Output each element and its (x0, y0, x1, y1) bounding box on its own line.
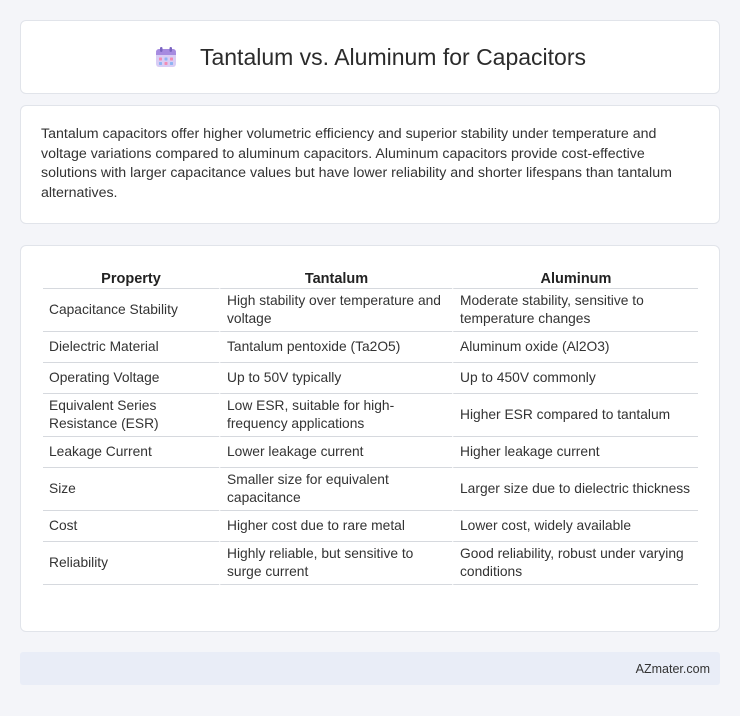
tantalum-cell: Low ESR, suitable for high-frequency applications (219, 394, 452, 437)
summary-card (20, 105, 720, 224)
property-cell: Capacitance Stability (43, 289, 219, 332)
property-cell: Cost (43, 511, 219, 542)
summary-text: Tantalum capacitors offer higher volumetric efficiency and superior stability under temperature and voltage variations compared to aluminum capacitors. Aluminum capacitors provide cost-effective solutions with larger capacitance values but have lower reliability and shorter lifespans than tantalum alternatives. (41, 126, 672, 201)
aluminum-cell: Moderate stability, sensitive to temperature changes (452, 289, 698, 332)
tantalum-cell: Smaller size for equivalent capacitance (219, 468, 452, 511)
page-title: Tantalum vs. Aluminum for Capacitors (199, 43, 587, 70)
aluminum-cell: Good reliability, robust under varying conditions (452, 542, 698, 585)
calendar-icon (154, 45, 178, 69)
tantalum-cell: Up to 50V typically (219, 363, 452, 394)
aluminum-cell: Higher ESR compared to tantalum (452, 394, 698, 437)
footer-bar (20, 652, 720, 685)
property-cell: Operating Voltage (43, 363, 219, 394)
column-header-aluminum: Aluminum (452, 266, 698, 289)
table-row (43, 468, 698, 511)
table-header-row (43, 266, 698, 289)
column-header-property: Property (43, 266, 219, 289)
property-cell: Reliability (43, 542, 219, 585)
tantalum-cell: Higher cost due to rare metal (219, 511, 452, 542)
title-card (20, 20, 720, 94)
aluminum-cell: Up to 450V commonly (452, 363, 698, 394)
property-cell: Dielectric Material (43, 332, 219, 363)
tantalum-cell: Lower leakage current (219, 437, 452, 468)
tantalum-cell: Tantalum pentoxide (Ta2O5) (219, 332, 452, 363)
table-row (43, 511, 698, 542)
property-cell: Size (43, 468, 219, 511)
table-row (43, 437, 698, 468)
footer-brand: AZmater.com (635, 661, 710, 676)
table-row (43, 332, 698, 363)
tantalum-cell: High stability over temperature and voltage (219, 289, 452, 332)
column-header-tantalum: Tantalum (219, 266, 452, 289)
aluminum-cell: Higher leakage current (452, 437, 698, 468)
tantalum-cell: Highly reliable, but sensitive to surge current (219, 542, 452, 585)
aluminum-cell: Aluminum oxide (Al2O3) (452, 332, 698, 363)
property-cell: Leakage Current (43, 437, 219, 468)
comparison-table (43, 266, 698, 585)
table-row (43, 363, 698, 394)
table-row (43, 542, 698, 585)
aluminum-cell: Larger size due to dielectric thickness (452, 468, 698, 511)
aluminum-cell: Lower cost, widely available (452, 511, 698, 542)
comparison-table-card (20, 245, 720, 632)
table-row (43, 394, 698, 437)
table-row (43, 289, 698, 332)
property-cell: Equivalent Series Resistance (ESR) (43, 394, 219, 437)
